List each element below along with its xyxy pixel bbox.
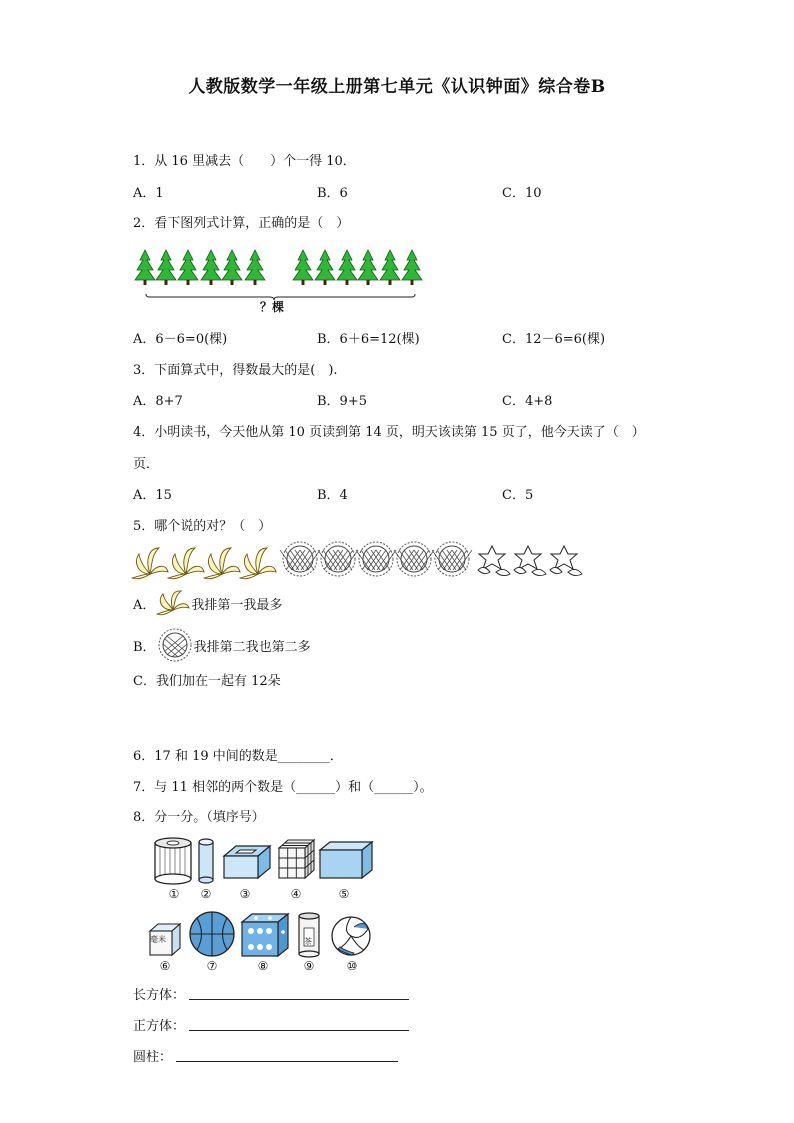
object-number: ⑦ [206, 959, 218, 973]
tree-icon [222, 250, 242, 285]
cylinder-can-icon [152, 836, 194, 886]
tree-icon [178, 250, 198, 285]
tree-icon [135, 250, 155, 285]
q5-option-c: C．我们加在一起有 12朵 [133, 674, 281, 689]
chrysanthemum-icon [155, 588, 191, 618]
object-number: ① [168, 887, 180, 901]
q4-option-c: C．5 [502, 488, 534, 503]
q1-option-b: B．6 [317, 186, 348, 201]
q5-option-b-text: 我排第二我也第二多 [193, 639, 311, 655]
tea-can-label: 茶 [304, 937, 312, 946]
q4-option-b: B．4 [317, 488, 348, 503]
long-block-icon [318, 840, 374, 882]
q2-text: 2．看下图列式计算，正确的是（ ） [133, 216, 350, 231]
q2-option-b: B．6＋6=12(棵) [317, 332, 420, 347]
flowers-figure [132, 540, 592, 580]
q3-option-c: C．4+8 [502, 394, 553, 409]
q1-text: 1．从 16 里减去（ ）个一得 10． [133, 154, 356, 169]
q4-text-cont: 页． [133, 457, 160, 472]
q5-option-b-prefix: B． [133, 639, 156, 655]
volleyball-icon [330, 915, 372, 957]
answer-label-cylinder: 圆柱： [133, 1050, 173, 1065]
q6-text: 6．17 和 19 中间的数是________． [133, 749, 343, 764]
sunflower-icon [280, 542, 320, 576]
sunflower-icon [318, 542, 358, 576]
tree-icon [315, 250, 335, 285]
page-title: 人教版数学一年级上册第七单元《认识钟面》综合卷B [188, 77, 606, 97]
chrysanthemum-icon [168, 548, 204, 579]
tissue-box-icon [222, 844, 272, 880]
morning-glory-icon [478, 546, 510, 576]
sunflower-icon [356, 542, 396, 576]
sunflower-icon [432, 542, 472, 576]
object-number: ⑥ [159, 959, 171, 973]
tree-icon [201, 250, 221, 285]
trees-figure [133, 248, 423, 300]
q3-option-a: A．8+7 [133, 394, 183, 409]
chrysanthemum-icon [240, 548, 276, 579]
rubiks-cube-icon [276, 838, 316, 882]
q5-option-a-prefix: A． [133, 597, 156, 613]
tree-icon [245, 250, 265, 285]
morning-glory-icon [550, 546, 582, 576]
tea-can-icon [297, 912, 321, 958]
q4-option-a: A．15 [133, 488, 172, 503]
object-number: ⑩ [346, 959, 358, 973]
object-number: ③ [239, 887, 251, 901]
q1-option-a: A．1 [133, 186, 164, 201]
answer-blank-cylinder[interactable] [176, 1049, 398, 1062]
answer-label-cube: 正方体： [133, 1019, 186, 1034]
q3-option-b: B．9+5 [317, 394, 367, 409]
tree-icon [293, 250, 313, 285]
q5-text: 5．哪个说的对？（ ） [133, 519, 272, 534]
q3-text: 3．下面算式中，得数最大的是( ). [133, 363, 338, 378]
q2-option-c: C．12－6=6(棵) [502, 332, 606, 347]
q7-text: 7．与 11 相邻的两个数是（______）和（______）。 [133, 780, 433, 795]
object-number: ② [200, 887, 212, 901]
object-number: ⑧ [257, 959, 269, 973]
answer-blank-cuboid[interactable] [189, 987, 409, 1000]
tree-icon [402, 250, 422, 285]
sunflower-icon [156, 627, 194, 663]
basketball-icon [188, 910, 236, 958]
object-number: ⑨ [303, 959, 315, 973]
dice-icon [240, 912, 290, 958]
milk-box-label: 毫米 [150, 935, 166, 944]
tree-icon [380, 250, 400, 285]
q5-option-a-text: 我排第一我最多 [191, 597, 283, 613]
object-number: ⑤ [338, 887, 350, 901]
q2-option-a: A．6－6=0(棵) [133, 332, 228, 347]
sunflower-icon [394, 542, 434, 576]
chrysanthemum-icon [132, 548, 168, 579]
q4-text: 4．小明读书，今天他从第 10 页读到第 14 页，明天该读第 15 页了，他今天读了（ ） [133, 425, 645, 440]
answer-label-cuboid: 长方体： [133, 988, 186, 1003]
tree-icon [337, 250, 357, 285]
answer-blank-cube[interactable] [189, 1018, 409, 1031]
tree-icon [358, 250, 378, 285]
tree-icon [156, 250, 176, 285]
chrysanthemum-icon [204, 548, 240, 579]
trees-count-label: ？棵 [260, 300, 285, 314]
morning-glory-icon [514, 546, 546, 576]
cylinder-stick-icon [196, 838, 216, 886]
q8-text: 8．分一分。（填序号） [133, 810, 265, 825]
q1-option-c: C．10 [502, 186, 542, 201]
object-number: ④ [290, 887, 302, 901]
